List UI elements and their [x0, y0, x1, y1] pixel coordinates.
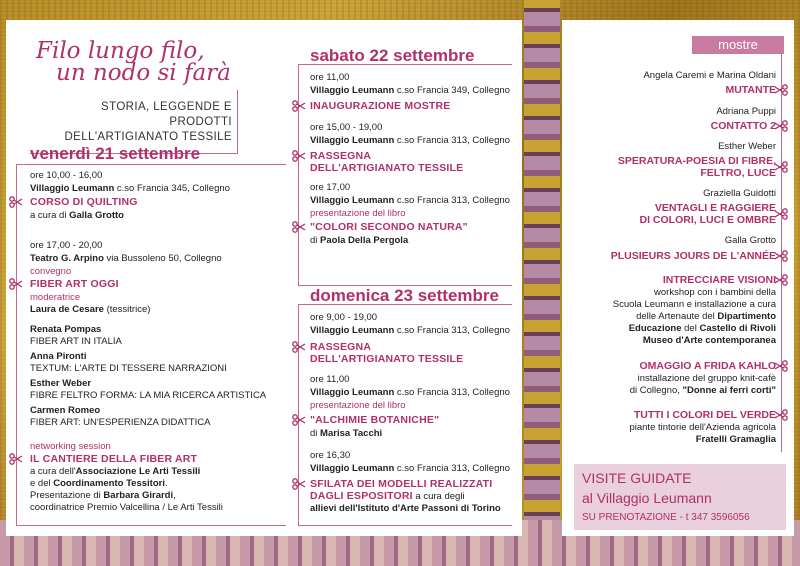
- sunday-heading: domenica 23 settembre: [310, 286, 499, 305]
- mostre-author-1: Angela Caremi e Marina Oldani: [643, 70, 776, 81]
- sunday-e3-place: [310, 463, 510, 475]
- speaker-3: [30, 378, 266, 402]
- group-name: "Donne ai ferri corti": [682, 385, 776, 396]
- guided-tours-box: [574, 464, 786, 530]
- friday-e3-l3: [30, 490, 176, 502]
- friday-e1-title: CORSO DI QUILTING: [30, 196, 138, 208]
- mostre-title-3: [618, 155, 776, 179]
- department: Dipartimento: [717, 311, 776, 322]
- scissors-icon: [292, 478, 306, 490]
- saturday-e3-author: [310, 235, 408, 247]
- friday-e2-moderator: [30, 304, 150, 316]
- scissors-icon: [9, 196, 23, 208]
- speaker-talk: TEXTUM: L'ARTE DI TESSERE NARRAZIONI: [30, 363, 227, 374]
- friday-e1-time: ore 10,00 - 16,00: [30, 170, 103, 181]
- sunday-e3-title1: SFILATA DEI MODELLI REALIZZATI: [310, 478, 493, 490]
- line: workshop con i bambini della: [654, 287, 776, 298]
- intrecciare-title: INTRECCIARE VISIONI: [662, 274, 776, 286]
- text: delle Artenaute del: [636, 311, 718, 322]
- exhibitions-panel: [562, 20, 794, 536]
- title-line2: DAGLI ESPOSITORI: [310, 490, 413, 502]
- title-line2: FELTRO, LUCE: [700, 167, 776, 179]
- address: c.so Francia 313, Collegno: [394, 195, 510, 206]
- scissors-icon: [774, 409, 788, 421]
- scissors-icon: [774, 161, 788, 173]
- scissors-icon: [292, 341, 306, 353]
- scissors-icon: [774, 208, 788, 220]
- mostre-author-2: Adriana Puppi: [716, 106, 776, 117]
- title-line1: VENTAGLI E RAGGIERE: [654, 202, 776, 214]
- friday-e1-cura-name: Galla Grotto: [69, 210, 124, 221]
- friday-e2-kind: convegno: [30, 266, 72, 277]
- visite-line1: VISITE GUIDATE: [582, 470, 692, 486]
- intrecciare-desc: [613, 287, 776, 347]
- sunday-e3-l3: allievi dell'Istituto d'Arte Passoni di Torino: [310, 503, 501, 514]
- mostre-author-4: Graziella Guidotti: [703, 188, 776, 199]
- text: .: [164, 478, 168, 489]
- saturday-e1-time: ore 11,00: [310, 72, 350, 83]
- friday-e1-cura-label: a cura di: [30, 210, 70, 221]
- visite-line2: al Villaggio Leumann: [582, 490, 712, 506]
- friday-e1-venue: Villaggio Leumann: [30, 183, 115, 194]
- speaker-name: Anna Pironti: [30, 351, 87, 362]
- friday-e2-title: FIBER ART OGGI: [30, 278, 119, 290]
- text: del: [681, 323, 700, 334]
- friday-e2-time: ore 17,00 - 20,00: [30, 240, 103, 251]
- friday-e3-l1: [30, 466, 200, 478]
- address: c.so Francia 349, Collegno: [394, 85, 510, 96]
- text: a cura dell': [30, 466, 76, 477]
- presenter-name: Barbara Girardi: [103, 490, 174, 501]
- scissors-icon: [292, 414, 306, 426]
- title-line2: DELL'ARTIGIANATO TESSILE: [310, 353, 464, 365]
- saturday-e2-title: [310, 150, 463, 174]
- saturday-heading: sabato 22 settembre: [310, 46, 475, 65]
- author-name: Marisa Tacchi: [320, 428, 383, 439]
- scissors-icon: [9, 453, 23, 465]
- mostre-header: mostre: [692, 36, 784, 54]
- friday-e2-address: via Bussoleno 50, Collegno: [103, 253, 222, 264]
- line: installazione del gruppo knit-cafè: [637, 373, 776, 384]
- text: di: [310, 235, 321, 246]
- venue: Villaggio Leumann: [310, 195, 395, 206]
- woven-textile-band: [524, 0, 560, 566]
- text: ,: [173, 490, 176, 501]
- sunday-e1-time: ore 9,00 - 19,00: [310, 312, 378, 323]
- text: a cura degli: [412, 491, 465, 502]
- subtitle: [46, 100, 232, 145]
- friday-e2-place: [30, 253, 222, 265]
- title-line2: DI COLORI, LUCI E OMBRE: [639, 214, 776, 226]
- friday-e1-cura: [30, 210, 124, 222]
- program-panel: [6, 20, 522, 536]
- scissors-icon: [292, 150, 306, 162]
- main-title-line1: Filo lungo filo,: [36, 38, 205, 64]
- scissors-icon: [292, 100, 306, 112]
- speaker-name: Carmen Romeo: [30, 405, 101, 416]
- saturday-e1-place: [310, 85, 510, 97]
- friday-e3-l2: [30, 478, 168, 490]
- mostre-title-4: [640, 202, 777, 226]
- scissors-icon: [292, 221, 306, 233]
- text: di Collegno,: [629, 385, 683, 396]
- coordinamento-name: Coordinamento Tessitori: [53, 478, 165, 489]
- saturday-e3-place: [310, 195, 510, 207]
- address: c.so Francia 313, Collegno: [394, 463, 510, 474]
- venue: Villaggio Leumann: [310, 135, 395, 146]
- moderator-name: Laura de Cesare: [30, 304, 104, 315]
- saturday-e3-title: "COLORI SECONDO NATURA": [310, 221, 468, 233]
- mostre-author-5: Galla Grotto: [724, 235, 776, 246]
- friday-e3-kind: networking session: [30, 441, 111, 452]
- frida-title: OMAGGIO A FRIDA KAHLO: [639, 360, 776, 372]
- saturday-e3-time: ore 17,00: [310, 182, 351, 193]
- line: Scuola Leumann e installazione a cura: [612, 299, 776, 310]
- text: Presentazione di: [30, 490, 104, 501]
- saturday-e1-title: INAUGURAZIONE MOSTRE: [310, 100, 451, 112]
- sunday-e3-time: ore 16,30: [310, 450, 351, 461]
- sunday-e3-title2-line: [310, 490, 465, 503]
- speaker-2: [30, 351, 227, 375]
- mostre-title-5: PLUSIEURS JOURS DE L'ANNÉE: [610, 250, 776, 262]
- speaker-name: Renata Pompas: [30, 324, 102, 335]
- castle-name: Castello di Rivoli: [699, 323, 776, 334]
- friday-e3-title: IL CANTIERE DELLA FIBER ART: [30, 453, 198, 465]
- line: Fratelli Gramaglia: [695, 434, 776, 445]
- mostre-title-2: CONTATTO 2: [710, 120, 776, 132]
- title-line2: DELL'ARTIGIANATO TESSILE: [310, 162, 464, 174]
- association-name: Associazione Le Arti Tessili: [75, 466, 201, 477]
- title-line1: RASSEGNA: [310, 150, 372, 162]
- speaker-1: [30, 324, 122, 348]
- verde-title: TUTTI I COLORI DEL VERDE: [633, 409, 776, 421]
- scissors-icon: [774, 360, 788, 372]
- saturday-e3-kind: presentazione del libro: [310, 208, 406, 219]
- scissors-icon: [774, 250, 788, 262]
- address: c.so Francia 313, Collegno: [394, 325, 510, 336]
- friday-e1-place: [30, 183, 230, 195]
- speaker-4: [30, 405, 210, 429]
- subtitle-line1: STORIA, LEGGENDE E PRODOTTI: [101, 101, 232, 128]
- author-name: Paola Della Pergola: [320, 235, 409, 246]
- venue: Villaggio Leumann: [310, 387, 395, 398]
- friday-e2-mod-label: moderatrice: [30, 292, 81, 303]
- scissors-icon: [774, 120, 788, 132]
- friday-e2-venue: Teatro G. Arpino: [30, 253, 104, 264]
- venue: Villaggio Leumann: [310, 85, 395, 96]
- friday-heading: venerdì 21 settembre: [30, 144, 201, 163]
- scissors-icon: [774, 84, 788, 96]
- scissors-icon: [774, 274, 788, 286]
- sunday-e2-title: "ALCHIMIE BOTANICHE": [310, 414, 440, 426]
- venue: Villaggio Leumann: [310, 463, 395, 474]
- title-line1: SPERATURA-POESIA DI FIBRE,: [617, 155, 776, 167]
- main-title-line2: un nodo si farà: [56, 60, 231, 86]
- speaker-talk: FIBER ART: UN'ESPERIENZA DIDATTICA: [30, 417, 211, 428]
- department: Educazione: [628, 323, 682, 334]
- sunday-e2-time: ore 11,00: [310, 374, 350, 385]
- scissors-icon: [9, 278, 23, 290]
- visite-booking: SU PRENOTAZIONE - t 347 3596056: [582, 512, 750, 523]
- sunday-e1-title: [310, 341, 463, 365]
- line: Museo d'Arte contemporanea: [642, 335, 776, 346]
- line: piante tintorie dell'Azienda agricola: [629, 422, 776, 433]
- saturday-frame: [298, 64, 512, 286]
- speaker-talk: FIBER ART IN ITALIA: [30, 336, 122, 347]
- line: [613, 311, 776, 323]
- text: di: [310, 428, 321, 439]
- sunday-e1-place: [310, 325, 510, 337]
- moderator-role: (tessitrice): [103, 304, 151, 315]
- verde-desc: [629, 422, 776, 446]
- saturday-e2-place: [310, 135, 510, 147]
- line: [613, 323, 776, 335]
- friday-e1-address: c.so Francia 345, Collegno: [114, 183, 230, 194]
- text: e del: [30, 478, 54, 489]
- friday-e3-l4: coordinatrice Premio Valcellina / Le Arti Tessili: [30, 502, 223, 513]
- speaker-name: Esther Weber: [30, 378, 92, 389]
- address: c.so Francia 313, Collegno: [394, 387, 510, 398]
- venue: Villaggio Leumann: [310, 325, 395, 336]
- mostre-author-3: Esther Weber: [718, 141, 776, 152]
- mostre-title-1: MUTANTE: [725, 84, 776, 96]
- saturday-e2-time: ore 15,00 - 19,00: [310, 122, 383, 133]
- sunday-e2-author: [310, 428, 382, 440]
- subtitle-line2: DELL'ARTIGIANATO TESSILE: [64, 131, 232, 143]
- title-line1: RASSEGNA: [310, 341, 372, 353]
- sunday-e2-place: [310, 387, 510, 399]
- line: [630, 385, 776, 397]
- sunday-e2-kind: presentazione del libro: [310, 400, 406, 411]
- address: c.so Francia 313, Collegno: [394, 135, 510, 146]
- frida-desc: [630, 373, 776, 397]
- speaker-talk: FIBRE FELTRO FORMA: LA MIA RICERCA ARTISTICA: [30, 390, 267, 401]
